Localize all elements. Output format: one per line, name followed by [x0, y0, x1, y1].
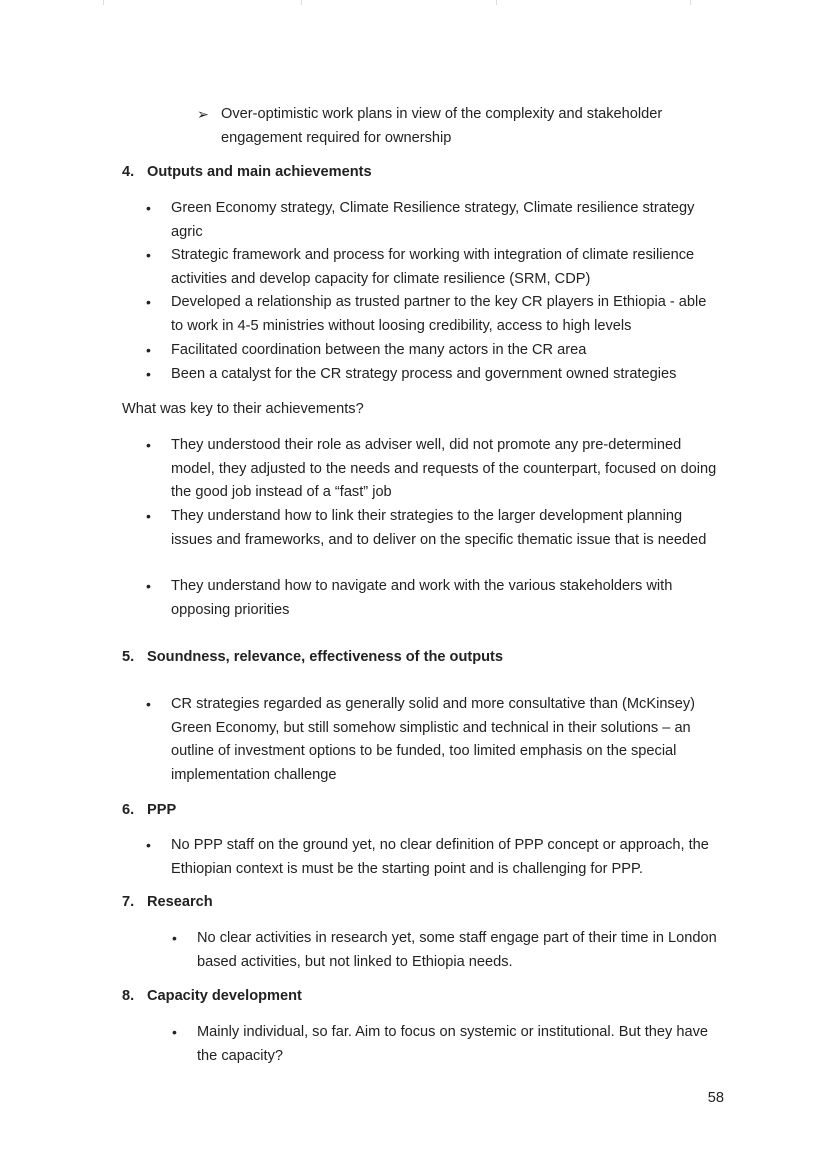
- page-number: 58: [707, 1090, 724, 1106]
- bullet-icon: •: [146, 247, 151, 263]
- list-item-text: They understand how to navigate and work with the various stakeholders with opposing priorities: [171, 578, 673, 618]
- list-item: [146, 291, 722, 338]
- section-title: Soundness, relevance, effectiveness of the outputs: [147, 649, 504, 665]
- bullet-icon: •: [172, 1024, 177, 1040]
- section-number: 8.: [122, 988, 135, 1004]
- section-number: 7.: [122, 894, 135, 910]
- list-item-text: Strategic framework and process for working with integration of climate resilience activities and develop capacity for climate resilience (SRM, CDP): [171, 247, 695, 287]
- section-title: Outputs and main achievements: [147, 164, 372, 180]
- bullet-icon: •: [146, 578, 151, 594]
- list-item: [146, 339, 722, 363]
- list-item-text: Mainly individual, so far. Aim to focus on systemic or institutional. But they have the capacity?: [197, 1024, 709, 1064]
- section-title: Research: [147, 894, 213, 910]
- section-number: 5.: [122, 649, 135, 665]
- list-item: [146, 363, 722, 387]
- list-item-text: Been a catalyst for the CR strategy process and government owned strategies: [171, 366, 677, 382]
- bullet-icon: •: [146, 200, 151, 216]
- list-item-text: CR strategies regarded as generally solid and more consultative than (McKinsey) Green Economy, but still somehow simplistic and technical in their solutions – an outline of investment options to be funded, too limited emphasis on the special implementation challenge: [171, 696, 696, 783]
- question-paragraph: What was key to their achievements?: [122, 401, 364, 417]
- list-item-text: Facilitated coordination between the many actors in the CR area: [171, 342, 587, 358]
- list-item: [172, 1021, 722, 1068]
- list-item: [172, 927, 722, 974]
- page-top-edge-marks: [0, 0, 827, 6]
- section-title: Capacity development: [147, 988, 302, 1004]
- list-item-text: Developed a relationship as trusted partner to the key CR players in Ethiopia - able to work in 4-5 ministries without loosing credibility, access to high levels: [171, 294, 707, 334]
- bullet-icon: •: [146, 508, 151, 524]
- list-item-text: Green Economy strategy, Climate Resilience strategy, Climate resilience strategy agric: [171, 200, 695, 240]
- list-item: [146, 834, 722, 881]
- list-item: [146, 197, 722, 244]
- list-item: [146, 693, 722, 787]
- list-item: [146, 244, 722, 291]
- bullet-icon: •: [146, 837, 151, 853]
- bullet-icon: •: [146, 294, 151, 310]
- section-title: PPP: [147, 802, 177, 818]
- list-item: [146, 575, 722, 622]
- list-item: [146, 505, 722, 552]
- bullet-icon: •: [146, 437, 151, 453]
- list-item: [146, 434, 722, 505]
- list-item-text: They understand how to link their strategies to the larger development planning issues and frameworks, and to deliver on the specific thematic issue that is needed: [171, 508, 707, 548]
- list-item-text: Over-optimistic work plans in view of the complexity and stakeholder engagement required for ownership: [221, 106, 663, 146]
- bullet-icon: •: [172, 930, 177, 946]
- arrow-bullet-icon: ➢: [197, 106, 209, 122]
- bullet-icon: •: [146, 366, 151, 382]
- list-item-text: No PPP staff on the ground yet, no clear definition of PPP concept or approach, the Ethiopian context is must be the starting point and is challenging for PPP.: [171, 837, 709, 877]
- section-number: 6.: [122, 802, 135, 818]
- list-item-text: No clear activities in research yet, some staff engage part of their time in London based activities, but not linked to Ethiopia needs.: [197, 930, 717, 970]
- bullet-icon: •: [146, 342, 151, 358]
- list-item: [197, 103, 717, 150]
- section-number: 4.: [122, 164, 135, 180]
- list-item-text: They understood their role as adviser well, did not promote any pre-determined model, they adjusted to the needs and requests of the counterpart, focused on doing the good job instead of a “fast” job: [171, 437, 717, 501]
- bullet-icon: •: [146, 696, 151, 712]
